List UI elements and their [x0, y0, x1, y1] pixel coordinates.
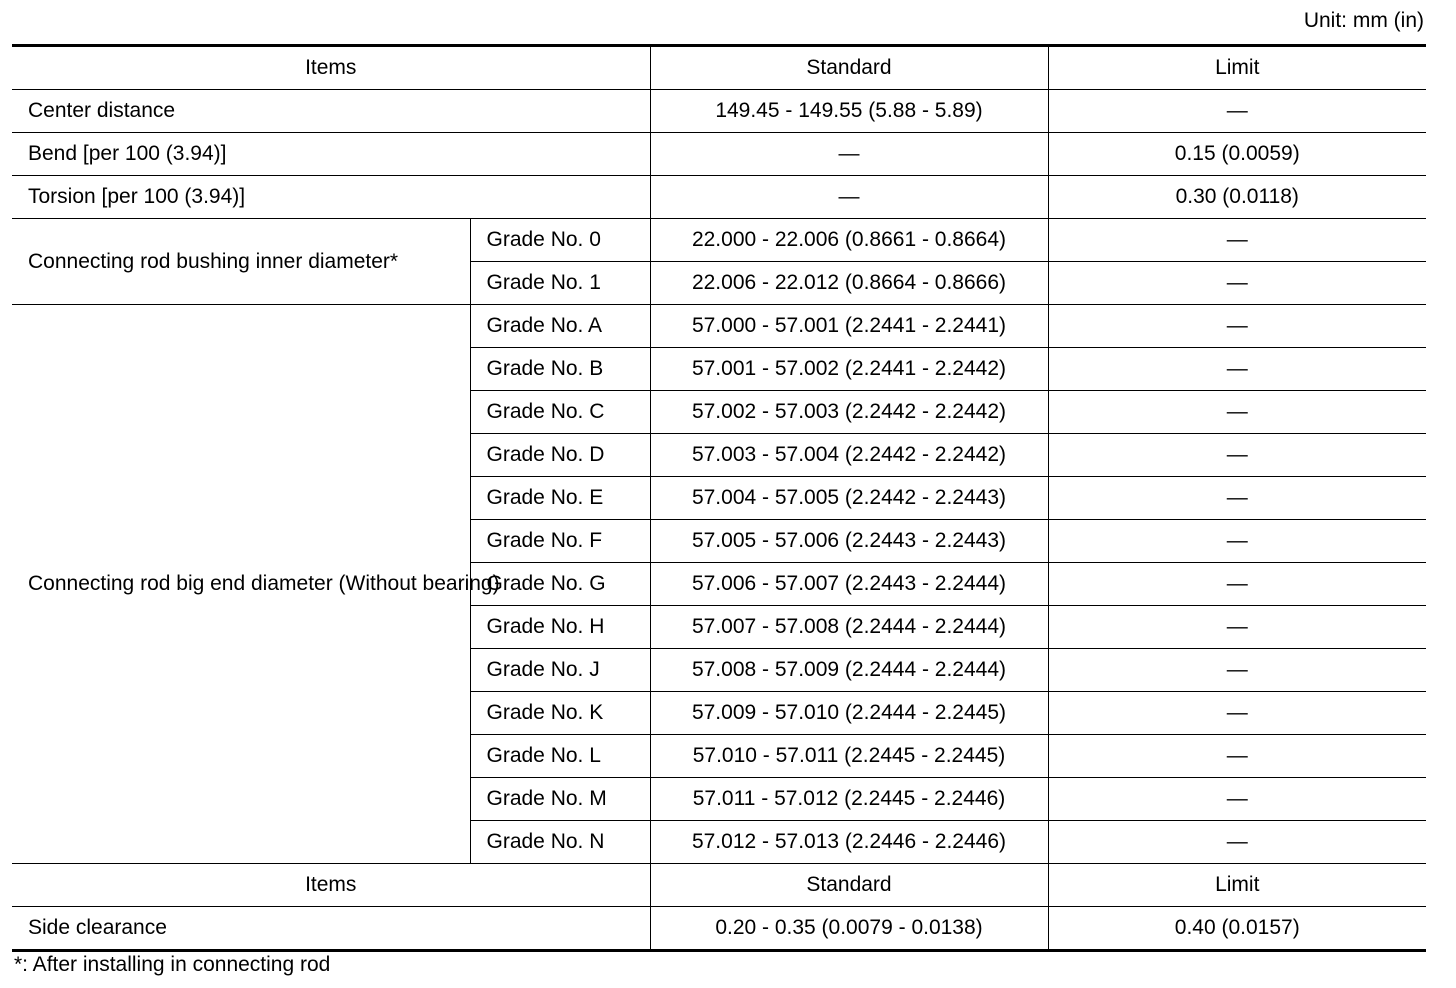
row-limit: —	[1048, 563, 1426, 606]
row-limit: —	[1048, 520, 1426, 563]
row-standard: 57.002 - 57.003 (2.2442 - 2.2442)	[650, 391, 1048, 434]
row-limit: 0.30 (0.0118)	[1048, 176, 1426, 219]
row-standard: —	[650, 176, 1048, 219]
row-standard: 57.008 - 57.009 (2.2444 - 2.2444)	[650, 649, 1048, 692]
row-standard: 22.000 - 22.006 (0.8661 - 0.8664)	[650, 219, 1048, 262]
big-end-item: Connecting rod big end diameter (Without bearing)	[12, 305, 470, 864]
row-limit: —	[1048, 305, 1426, 348]
row-limit: 0.15 (0.0059)	[1048, 133, 1426, 176]
grade-cell: Grade No. H	[470, 606, 650, 649]
row-limit: —	[1048, 735, 1426, 778]
row-standard: 57.004 - 57.005 (2.2442 - 2.2443)	[650, 477, 1048, 520]
row-standard: 57.009 - 57.010 (2.2444 - 2.2445)	[650, 692, 1048, 735]
header-row	[12, 46, 1426, 90]
row-standard: 57.007 - 57.008 (2.2444 - 2.2444)	[650, 606, 1048, 649]
row-standard: 57.000 - 57.001 (2.2441 - 2.2441)	[650, 305, 1048, 348]
row-limit: —	[1048, 434, 1426, 477]
grade-cell: Grade No. 0	[470, 219, 650, 262]
row-standard: 57.005 - 57.006 (2.2443 - 2.2443)	[650, 520, 1048, 563]
row-item: Bend [per 100 (3.94)]	[12, 133, 650, 176]
grade-cell: Grade No. F	[470, 520, 650, 563]
grade-cell: Grade No. G	[470, 563, 650, 606]
row-limit: 0.40 (0.0157)	[1048, 907, 1426, 951]
row-limit: —	[1048, 90, 1426, 133]
table-row	[12, 90, 1426, 133]
header-standard: Standard	[650, 864, 1048, 907]
grade-cell: Grade No. K	[470, 692, 650, 735]
grade-cell: Grade No. A	[470, 305, 650, 348]
row-standard: 57.012 - 57.013 (2.2446 - 2.2446)	[650, 821, 1048, 864]
grade-cell: Grade No. J	[470, 649, 650, 692]
table-row	[12, 219, 1426, 262]
row-item: Center distance	[12, 90, 650, 133]
grade-cell: Grade No. D	[470, 434, 650, 477]
header-standard: Standard	[650, 46, 1048, 90]
table-row	[12, 305, 1426, 348]
header-limit: Limit	[1048, 864, 1426, 907]
row-standard: 57.001 - 57.002 (2.2441 - 2.2442)	[650, 348, 1048, 391]
row-limit: —	[1048, 606, 1426, 649]
row-limit: —	[1048, 649, 1426, 692]
row-item: Torsion [per 100 (3.94)]	[12, 176, 650, 219]
grade-cell: Grade No. M	[470, 778, 650, 821]
grade-cell: Grade No. 1	[470, 262, 650, 305]
header-items: Items	[12, 46, 650, 90]
table-row	[12, 907, 1426, 951]
grade-cell: Grade No. E	[470, 477, 650, 520]
grade-cell: Grade No. N	[470, 821, 650, 864]
row-standard: 149.45 - 149.55 (5.88 - 5.89)	[650, 90, 1048, 133]
row-limit: —	[1048, 262, 1426, 305]
side-clearance-item: Side clearance	[12, 907, 650, 951]
row-limit: —	[1048, 348, 1426, 391]
header-limit: Limit	[1048, 46, 1426, 90]
row-standard: —	[650, 133, 1048, 176]
row-standard: 0.20 - 0.35 (0.0079 - 0.0138)	[650, 907, 1048, 951]
row-limit: —	[1048, 219, 1426, 262]
grade-cell: Grade No. L	[470, 735, 650, 778]
row-standard: 57.011 - 57.012 (2.2445 - 2.2446)	[650, 778, 1048, 821]
unit-label: Unit: mm (in)	[1303, 9, 1424, 32]
header-row	[12, 864, 1426, 907]
grade-cell: Grade No. C	[470, 391, 650, 434]
row-standard: 57.006 - 57.007 (2.2443 - 2.2444)	[650, 563, 1048, 606]
grade-cell: Grade No. B	[470, 348, 650, 391]
row-standard: 57.003 - 57.004 (2.2442 - 2.2442)	[650, 434, 1048, 477]
row-limit: —	[1048, 778, 1426, 821]
table-row	[12, 176, 1426, 219]
table-row	[12, 133, 1426, 176]
row-standard: 57.010 - 57.011 (2.2445 - 2.2445)	[650, 735, 1048, 778]
header-items: Items	[12, 864, 650, 907]
footnote: *: After installing in connecting rod	[14, 953, 331, 976]
row-limit: —	[1048, 391, 1426, 434]
bushing-item: Connecting rod bushing inner diameter*	[12, 219, 470, 305]
connecting-rod-spec-table	[12, 44, 1426, 952]
row-limit: —	[1048, 477, 1426, 520]
row-limit: —	[1048, 821, 1426, 864]
row-limit: —	[1048, 692, 1426, 735]
row-standard: 22.006 - 22.012 (0.8664 - 0.8666)	[650, 262, 1048, 305]
